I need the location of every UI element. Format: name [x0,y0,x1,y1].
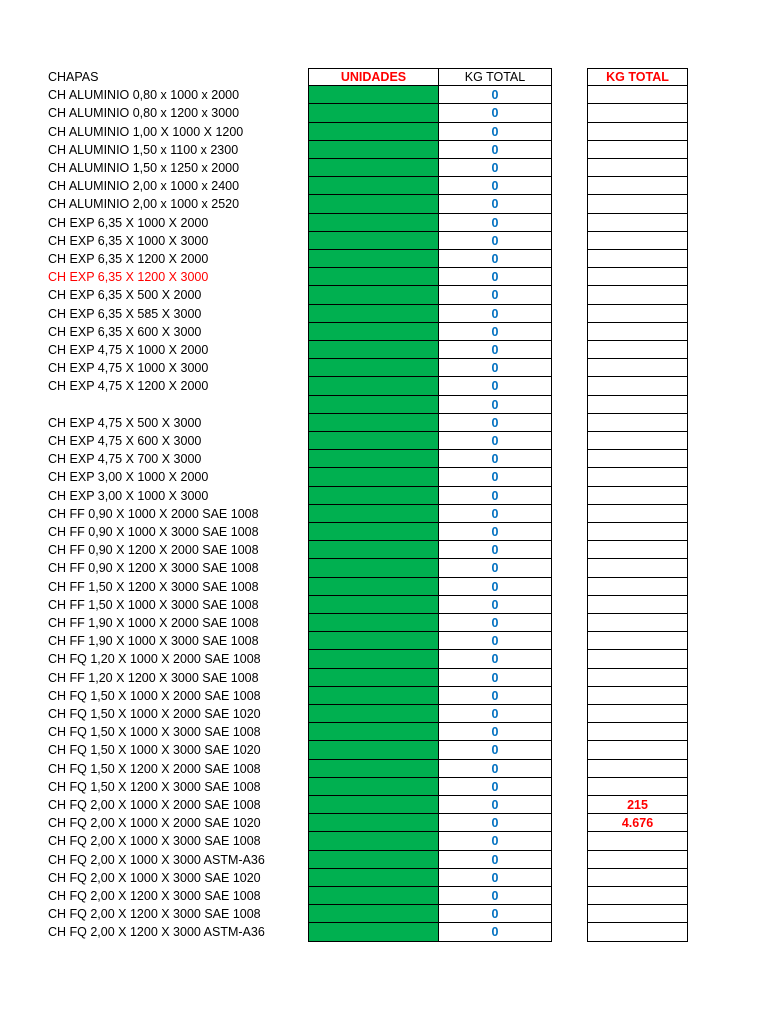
units-cell[interactable] [308,268,438,286]
kg-total-cell[interactable]: 0 [438,250,552,268]
kg-total-cell[interactable]: 0 [438,177,552,195]
kg-total-2-cell[interactable] [587,905,688,923]
kg-total-cell[interactable]: 0 [438,887,552,905]
table-row [0,741,768,759]
row-label: CH ALUMINIO 1,50 x 1100 x 2300 [48,142,239,157]
kg-total-cell[interactable]: 0 [438,632,552,650]
kg-total-cell[interactable]: 0 [438,159,552,177]
table-row [0,450,768,468]
kg-total-2-cell[interactable] [587,450,688,468]
units-cell[interactable] [308,705,438,723]
table-row [0,723,768,741]
units-cell[interactable] [308,341,438,359]
table-row [0,286,768,304]
table-row [0,377,768,395]
table-row [0,832,768,850]
kg-total-cell[interactable]: 0 [438,323,552,341]
table-row [0,195,768,213]
kg-total-2-cell[interactable] [587,195,688,213]
kg-total-cell[interactable]: 0 [438,232,552,250]
kg-total-cell[interactable]: 0 [438,650,552,668]
row-label: CH FQ 1,50 X 1200 X 3000 SAE 1008 [48,779,261,794]
row-label: CH ALUMINIO 0,80 x 1000 x 2000 [48,88,240,103]
kg-total-cell[interactable]: 0 [438,487,552,505]
table-row [0,596,768,614]
table-row [0,541,768,559]
table-row [0,705,768,723]
units-cell[interactable] [308,468,438,486]
kg-total-2-cell[interactable] [587,578,688,596]
row-label: CH EXP 6,35 X 1000 X 2000 [48,215,209,230]
kg-total-cell[interactable]: 0 [438,796,552,814]
kg-total-cell[interactable]: 0 [438,305,552,323]
header-units[interactable]: UNIDADES [308,68,438,86]
kg-total-cell[interactable]: 0 [438,741,552,759]
kg-total-2-cell[interactable] [587,341,688,359]
table-row [0,687,768,705]
table-row [0,614,768,632]
row-label: CH EXP 3,00 X 1000 X 3000 [48,488,209,503]
table-row [0,650,768,668]
row-label: CH FQ 2,00 X 1000 X 3000 SAE 1020 [48,870,261,885]
kg-total-2-cell[interactable] [587,305,688,323]
kg-total-cell[interactable]: 0 [438,851,552,869]
units-cell[interactable] [308,432,438,450]
row-label: CH ALUMINIO 1,00 X 1000 X 1200 [48,124,244,139]
units-cell[interactable] [308,323,438,341]
units-cell[interactable] [308,741,438,759]
units-cell[interactable] [308,887,438,905]
kg-total-2-cell[interactable] [587,414,688,432]
kg-total-cell[interactable]: 0 [438,905,552,923]
table-row [0,887,768,905]
kg-total-2-cell[interactable] [587,632,688,650]
kg-total-2-cell[interactable] [587,887,688,905]
kg-total-2-cell[interactable] [587,650,688,668]
kg-total-cell[interactable]: 0 [438,578,552,596]
units-cell[interactable] [308,396,438,414]
units-cell[interactable] [308,159,438,177]
row-label: CH EXP 4,75 X 600 X 3000 [48,434,202,448]
table-row [0,632,768,650]
kg-total-cell[interactable]: 0 [438,669,552,687]
units-cell[interactable] [308,723,438,741]
units-cell[interactable] [308,214,438,232]
row-label: CH FQ 2,00 X 1000 X 3000 ASTM-A36 [48,852,265,867]
table-row [0,232,768,250]
kg-total-2-cell[interactable] [587,268,688,286]
table-row [0,468,768,486]
units-cell[interactable] [308,177,438,195]
row-label: CH EXP 4,75 X 1000 X 3000 [48,361,209,376]
units-cell[interactable] [308,523,438,541]
units-cell[interactable] [308,86,438,104]
kg-total-2-cell[interactable] [587,396,688,414]
row-label: CH FQ 1,20 X 1000 X 2000 SAE 1008 [48,652,261,667]
kg-total-2-cell[interactable] [587,286,688,304]
units-cell[interactable] [308,851,438,869]
units-cell[interactable] [308,614,438,632]
kg-total-cell[interactable]: 0 [438,505,552,523]
units-cell[interactable] [308,796,438,814]
kg-total-cell[interactable]: 0 [438,377,552,395]
kg-total-2-cell[interactable] [587,487,688,505]
kg-total-2-cell[interactable] [587,923,688,941]
units-cell[interactable] [308,869,438,887]
kg-total-2-cell[interactable] [587,669,688,687]
kg-total-2-cell[interactable] [587,214,688,232]
units-cell[interactable] [308,559,438,577]
kg-total-2-cell[interactable] [587,687,688,705]
row-label: CH FQ 2,00 X 1200 X 3000 ASTM-A36 [48,925,265,940]
units-cell[interactable] [308,141,438,159]
units-cell[interactable] [308,905,438,923]
kg-total-cell[interactable]: 0 [438,468,552,486]
kg-total-cell[interactable]: 0 [438,614,552,632]
units-cell[interactable] [308,596,438,614]
row-label: CH ALUMINIO 1,50 x 1250 x 2000 [48,161,240,175]
table-row [0,760,768,778]
row-label: CH FF 1,50 X 1200 X 3000 SAE 1008 [48,579,259,594]
kg-total-cell[interactable]: 0 [438,286,552,304]
kg-total-2-cell[interactable] [587,559,688,577]
row-label: CH FF 0,90 X 1000 X 2000 SAE 1008 [48,506,259,521]
table-row [0,141,768,159]
row-label: CH FF 0,90 X 1200 X 2000 SAE 1008 [48,543,259,558]
table-row [0,523,768,541]
units-cell[interactable] [308,450,438,468]
kg-total-cell[interactable]: 0 [438,86,552,104]
row-label: CH EXP 6,35 X 585 X 3000 [48,306,202,321]
kg-total-2-cell[interactable] [587,323,688,341]
row-label: CH FF 0,90 X 1000 X 3000 SAE 1008 [48,525,259,539]
kg-total-cell[interactable]: 0 [438,432,552,450]
row-label: CH FQ 2,00 X 1000 X 2000 SAE 1020 [48,816,261,831]
kg-total-cell[interactable]: 0 [438,341,552,359]
table-row [0,268,768,286]
units-cell[interactable] [308,632,438,650]
units-cell[interactable] [308,377,438,395]
table-row [0,177,768,195]
kg-total-2-cell[interactable] [587,86,688,104]
kg-total-cell[interactable]: 0 [438,923,552,941]
kg-total-2-cell[interactable] [587,141,688,159]
units-cell[interactable] [308,250,438,268]
table-row [0,851,768,869]
units-cell[interactable] [308,487,438,505]
units-cell[interactable] [308,123,438,141]
table-row [0,305,768,323]
kg-total-2-cell[interactable] [587,232,688,250]
kg-total-cell[interactable]: 0 [438,723,552,741]
row-label: CH FF 1,90 X 1000 X 2000 SAE 1008 [48,616,259,630]
row-label: CH FQ 1,50 X 1000 X 3000 SAE 1020 [48,743,261,758]
table-row [0,559,768,577]
kg-total-cell[interactable]: 0 [438,359,552,377]
kg-total-2-cell[interactable] [587,377,688,395]
row-label: CH ALUMINIO 2,00 x 1000 x 2400 [48,179,240,194]
kg-total-cell[interactable]: 0 [438,559,552,577]
table-row [0,86,768,104]
kg-total-2-cell[interactable] [587,159,688,177]
units-cell[interactable] [308,669,438,687]
units-cell[interactable] [308,286,438,304]
kg-total-cell[interactable]: 0 [438,450,552,468]
units-cell[interactable] [308,541,438,559]
kg-total-2-cell[interactable] [587,723,688,741]
kg-total-2-cell[interactable] [587,778,688,796]
row-label: CH FQ 1,50 X 1000 X 2000 SAE 1020 [48,707,261,721]
kg-total-2-cell[interactable] [587,832,688,850]
table-row [0,414,768,432]
row-label: CH EXP 4,75 X 1200 X 2000 [48,379,209,394]
row-label: CH EXP 6,35 X 600 X 3000 [48,324,202,339]
units-cell[interactable] [308,832,438,850]
units-cell[interactable] [308,687,438,705]
kg-total-cell[interactable]: 0 [438,414,552,432]
kg-total-2-cell[interactable] [587,359,688,377]
units-cell[interactable] [308,505,438,523]
table-row [0,104,768,122]
row-label: CH EXP 4,75 X 1000 X 2000 [48,343,209,357]
kg-total-2-cell[interactable] [587,741,688,759]
kg-total-2-cell[interactable] [587,123,688,141]
table-row [0,814,768,832]
kg-total-cell[interactable]: 0 [438,760,552,778]
table-row [0,505,768,523]
row-label: CH FQ 1,50 X 1000 X 3000 SAE 1008 [48,725,261,740]
table-row [0,432,768,450]
kg-total-2-cell[interactable] [587,177,688,195]
kg-total-2-cell[interactable] [587,705,688,723]
row-label: CH FQ 2,00 X 1000 X 3000 SAE 1008 [48,834,261,849]
kg-total-2-cell[interactable] [587,596,688,614]
table-row [0,214,768,232]
kg-total-cell[interactable]: 0 [438,832,552,850]
table-row [0,341,768,359]
kg-total-cell[interactable]: 0 [438,814,552,832]
table-row [0,905,768,923]
row-label: CH FQ 1,50 X 1000 X 2000 SAE 1008 [48,688,261,703]
units-cell[interactable] [308,359,438,377]
kg-total-2-cell[interactable]: 4.676 [587,814,688,832]
header-kg-total-2[interactable]: KG TOTAL [587,68,688,86]
table-row [0,159,768,177]
row-label: CH FQ 1,50 X 1200 X 2000 SAE 1008 [48,761,261,776]
kg-total-2-cell[interactable] [587,432,688,450]
units-cell[interactable] [308,650,438,668]
table-row [0,396,768,414]
row-label: CH FF 0,90 X 1200 X 3000 SAE 1008 [48,561,259,576]
kg-total-cell[interactable]: 0 [438,687,552,705]
table-row [0,923,768,941]
table-row [0,323,768,341]
row-label: CH EXP 6,35 X 1200 X 3000 [48,270,209,285]
row-label: CH FQ 2,00 X 1000 X 2000 SAE 1008 [48,798,261,812]
header-row [0,68,768,86]
kg-total-2-cell[interactable] [587,614,688,632]
row-label: CH ALUMINIO 0,80 x 1200 x 3000 [48,106,240,121]
kg-total-2-cell[interactable] [587,541,688,559]
row-label: CH EXP 6,35 X 500 X 2000 [48,288,202,303]
kg-total-cell[interactable]: 0 [438,778,552,796]
kg-total-cell[interactable]: 0 [438,268,552,286]
units-cell[interactable] [308,760,438,778]
kg-total-2-cell[interactable] [587,851,688,869]
kg-total-2-cell[interactable] [587,505,688,523]
table-row [0,796,768,814]
row-label: CH FF 1,20 X 1200 X 3000 SAE 1008 [48,670,259,685]
kg-total-2-cell[interactable] [587,869,688,887]
row-label: CH EXP 4,75 X 700 X 3000 [48,452,202,467]
units-cell[interactable] [308,814,438,832]
units-cell[interactable] [308,305,438,323]
kg-total-cell[interactable]: 0 [438,214,552,232]
table-row [0,669,768,687]
table-row [0,869,768,887]
row-label: CH EXP 6,35 X 1200 X 2000 [48,252,209,266]
table-row [0,359,768,377]
kg-total-2-cell[interactable] [587,250,688,268]
row-label: CH EXP 4,75 X 500 X 3000 [48,415,202,430]
units-cell[interactable] [308,104,438,122]
table-row [0,778,768,796]
table-row [0,578,768,596]
row-label: CH FF 1,90 X 1000 X 3000 SAE 1008 [48,634,259,649]
row-label: CH EXP 6,35 X 1000 X 3000 [48,233,209,248]
units-cell[interactable] [308,232,438,250]
header-kg-total[interactable]: KG TOTAL [438,68,552,86]
section-title: CHAPAS [48,70,99,84]
kg-total-cell[interactable]: 0 [438,123,552,141]
kg-total-2-cell[interactable] [587,523,688,541]
row-label: CH FQ 2,00 X 1200 X 3000 SAE 1008 [48,889,261,903]
row-label: CH EXP 3,00 X 1000 X 2000 [48,470,209,485]
row-label: CH FQ 2,00 X 1200 X 3000 SAE 1008 [48,907,261,922]
kg-total-2-cell[interactable] [587,468,688,486]
kg-total-2-cell[interactable] [587,760,688,778]
kg-total-2-cell[interactable] [587,104,688,122]
row-label: CH ALUMINIO 2,00 x 1000 x 2520 [48,197,240,212]
kg-total-cell[interactable]: 0 [438,869,552,887]
kg-total-cell[interactable]: 0 [438,541,552,559]
units-cell[interactable] [308,923,438,941]
kg-total-cell[interactable]: 0 [438,596,552,614]
units-cell[interactable] [308,578,438,596]
kg-total-cell[interactable]: 0 [438,104,552,122]
kg-total-2-cell[interactable]: 215 [587,796,688,814]
row-label: CH FF 1,50 X 1000 X 3000 SAE 1008 [48,597,259,612]
units-cell[interactable] [308,414,438,432]
table-row [0,487,768,505]
kg-total-cell[interactable]: 0 [438,396,552,414]
kg-total-cell[interactable]: 0 [438,141,552,159]
table-row [0,123,768,141]
units-cell[interactable] [308,195,438,213]
kg-total-cell[interactable]: 0 [438,705,552,723]
table-row [0,250,768,268]
kg-total-cell[interactable]: 0 [438,195,552,213]
kg-total-cell[interactable]: 0 [438,523,552,541]
units-cell[interactable] [308,778,438,796]
